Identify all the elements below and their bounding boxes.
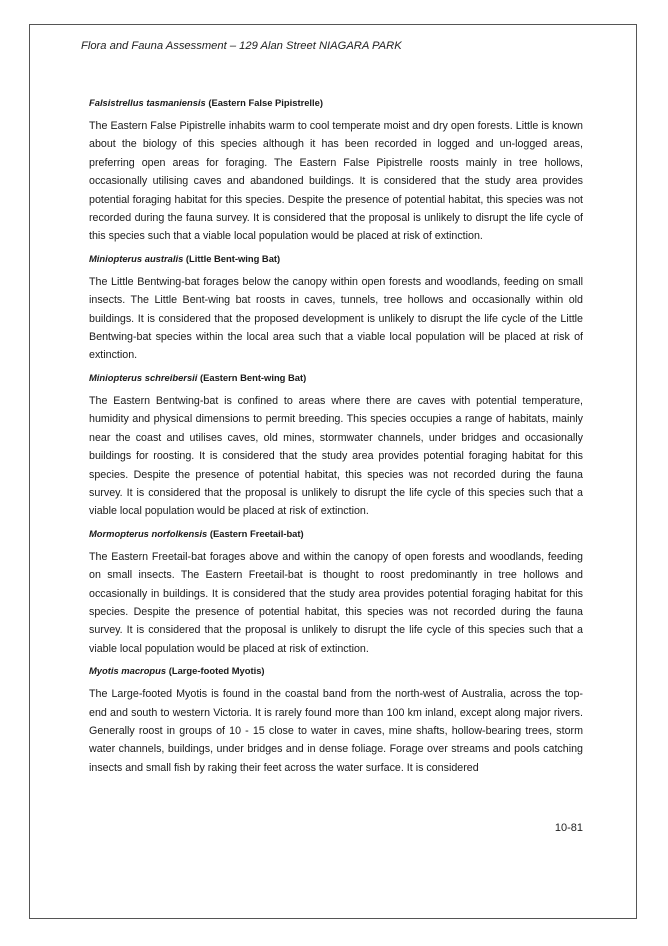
species-section-eastern-false-pipistrelle: [89, 96, 583, 246]
species-section-eastern-bent-wing-bat: [89, 371, 583, 521]
species-description: The Eastern False Pipistrelle inhabits warm to cool temperate moist and dry open forests. Little is known about the biology of this species although it has been recorded in logged and un-logged areas, preferring open areas for foraging. The Eastern False Pipistrelle roosts mainly in tree hollows, occasionally utilising caves and abandoned buildings. It is considered that the study area provides potential foraging habitat for this species. Despite the presence of potential habitat, this species was not recorded during the fauna survey. It is considered that the proposal is unlikely to disrupt the life cycle of this species such that a viable local population would be placed at risk of extinction.: [89, 120, 583, 243]
common-name: (Large-footed Myotis): [168, 665, 265, 677]
scientific-name: Mormopterus norfolkensis: [89, 527, 208, 539]
common-name: (Little Bent-wing Bat): [185, 252, 281, 264]
species-heading: [89, 527, 583, 541]
common-name: (Eastern Bent-wing Bat): [199, 371, 307, 383]
species-heading: [89, 96, 583, 110]
species-description: The Eastern Freetail-bat forages above and within the canopy of open forests and woodlands, feeding on small insects. The Eastern Freetail-bat is thought to roost predominantly in tree hollows and occasionally in buildings. It is considered that the study area provides potential foraging habitat for this species. Despite the presence of potential habitat, this species was not recorded during the fauna survey. It is considered that the proposal is unlikely to disrupt the life cycle of this species such that a viable local population would be placed at risk of extinction.: [89, 550, 583, 655]
page-number: 10-81: [554, 822, 583, 834]
species-section-large-footed-myotis: [89, 664, 583, 777]
running-header: Flora and Fauna Assessment – 129 Alan Street NIAGARA PARK: [81, 40, 402, 52]
species-heading: [89, 371, 583, 385]
species-description: The Eastern Bentwing-bat is confined to areas where there are caves with potential temperature, humidity and physical dimensions to permit breeding. This species occupies a range of habitats, mainly near the coast and utilises caves, old mines, stormwater channels, under bridges and occasionally buildings for roosting. It is considered that the study area provides potential foraging habitat for this species. Despite the presence of potential habitat, this species was not recorded during the fauna survey. It is considered that the proposal is unlikely to disrupt the life cycle of this species such that a viable local population would be placed at risk of extinction.: [89, 394, 583, 518]
species-section-eastern-freetail-bat: [89, 527, 583, 658]
common-name: (Eastern Freetail-bat): [209, 527, 304, 539]
species-heading: [89, 664, 583, 678]
species-section-little-bent-wing-bat: [89, 252, 583, 365]
scientific-name: Miniopterus australis: [89, 252, 184, 264]
species-description: The Little Bentwing-bat forages below the canopy within open forests and woodlands, feeding on small insects. The Little Bent-wing bat roosts in caves, tunnels, tree hollows and occasionally within old buildings. It is considered that the proposed development is unlikely to disrupt the life cycle of the Little Bentwing-bat species within the local area such that a viable local population will be placed at risk of extinction.: [89, 275, 583, 362]
document-body: [89, 96, 583, 783]
species-description: The Large-footed Myotis is found in the coastal band from the north-west of Australia, across the top-end and south to western Victoria. It is rarely found more than 100 km inland, except along major rivers. Generally roost in groups of 10 - 15 close to water in caves, mine shafts, hollow-bearing trees, storm water channels, buildings, under bridges and in dense foliage. Forage over streams and pools catching insects and small fish by raking their feet across the water surface. It is considered: [89, 688, 583, 774]
scientific-name: Miniopterus schreibersii: [89, 371, 198, 383]
common-name: (Eastern False Pipistrelle): [208, 97, 323, 108]
scientific-name: Falsistrellus tasmaniensis: [89, 97, 206, 108]
scientific-name: Myotis macropus: [89, 665, 167, 677]
species-heading: [89, 252, 583, 266]
